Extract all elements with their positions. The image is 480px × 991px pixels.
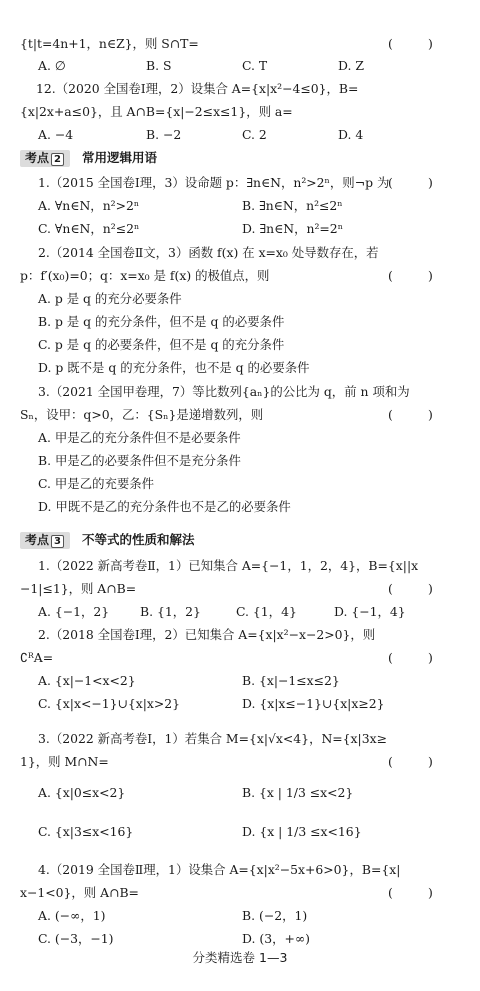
answer-bracket-close: ) xyxy=(428,885,433,900)
options-line xyxy=(0,334,480,356)
question-text: 12.（2020 全国卷Ⅰ理，2）设集合 A={x|x²−4≤0}，B= xyxy=(36,81,359,96)
options-line xyxy=(0,427,480,449)
answer-option: B. −2 xyxy=(146,127,182,142)
answer-option: D. (3，+∞) xyxy=(242,931,311,946)
question-text: {t|t=4n+1，n∈Z}，则 S∩T= xyxy=(20,36,199,51)
question-line xyxy=(0,728,480,750)
options-line xyxy=(0,311,480,333)
answer-option: A. (−∞，1) xyxy=(38,908,106,923)
options-line xyxy=(0,815,480,849)
answer-bracket-open: ( xyxy=(388,650,393,665)
question-line xyxy=(0,404,480,426)
options-line xyxy=(0,124,480,146)
question-line xyxy=(0,555,480,577)
answer-option: B. p 是 q 的充分条件，但不是 q 的必要条件 xyxy=(38,314,285,329)
question-line xyxy=(0,859,480,881)
question-line xyxy=(0,381,480,403)
answer-option: A. {x|0≤x<2} xyxy=(38,785,126,800)
question-text: 1}，则 M∩N= xyxy=(20,754,109,769)
section-header xyxy=(20,148,460,170)
answer-bracket-close: ) xyxy=(428,36,433,51)
section-badge xyxy=(20,150,70,167)
options-line xyxy=(0,195,480,217)
answer-option: D. p 既不是 q 的充分条件，也不是 q 的必要条件 xyxy=(38,360,310,375)
answer-bracket-close: ) xyxy=(428,754,433,769)
question-line xyxy=(0,882,480,904)
options-line xyxy=(0,928,480,950)
options-line xyxy=(0,496,480,518)
answer-bracket-open: ( xyxy=(388,754,393,769)
options-line xyxy=(0,450,480,472)
question-text: ∁ᴿA= xyxy=(20,650,54,665)
options-line xyxy=(0,693,480,715)
section-badge-label: 考点 xyxy=(25,151,50,165)
options-line xyxy=(0,218,480,240)
page-footer: 分类精选卷 1—3 xyxy=(192,950,288,965)
answer-option: C. p 是 q 的必要条件，但不是 q 的充分条件 xyxy=(38,337,285,352)
section-badge-label: 考点 xyxy=(25,533,50,547)
question-text: 3.（2021 全国甲卷理，7）等比数列{aₙ}的公比为 q，前 n 项和为 xyxy=(38,384,410,399)
question-line xyxy=(0,172,480,194)
answer-option: B. (−2，1) xyxy=(242,908,308,923)
answer-bracket-open: ( xyxy=(388,407,393,422)
options-line xyxy=(0,601,480,623)
question-text: p：f′(x₀)=0；q：x=x₀ 是 f(x) 的极值点，则 xyxy=(20,268,270,283)
section-title: 不等式的性质和解法 xyxy=(82,532,195,547)
answer-option: C. {x|x<−1}∪{x|x>2} xyxy=(38,696,181,711)
question-text: 2.（2014 全国卷Ⅱ文，3）函数 f(x) 在 x=x₀ 处导数存在，若 xyxy=(38,245,379,260)
answer-option: D. {x|x≤−1}∪{x|x≥2} xyxy=(242,696,385,711)
question-line xyxy=(0,751,480,773)
answer-option: C. {x|3≤x<16} xyxy=(38,824,134,839)
answer-option: A. {−1，2} xyxy=(38,604,110,619)
answer-bracket-close: ) xyxy=(428,407,433,422)
question-line xyxy=(0,101,480,123)
question-line xyxy=(0,624,480,646)
question-text: 2.（2018 全国卷Ⅰ理，2）已知集合 A={x|x²−x−2>0}，则 xyxy=(38,627,376,642)
section-header xyxy=(20,530,460,552)
question-line xyxy=(0,647,480,669)
answer-option: A. p 是 q 的充分必要条件 xyxy=(38,291,182,306)
section-badge xyxy=(20,532,70,549)
question-line xyxy=(0,78,480,100)
answer-option: D. ∃n∈N，n²=2ⁿ xyxy=(242,221,344,236)
question-text: 1.（2015 全国卷Ⅰ理，3）设命题 p：∃n∈N，n²>2ⁿ，则¬p 为 xyxy=(38,175,390,190)
answer-bracket-open: ( xyxy=(388,36,393,51)
answer-option: A. 甲是乙的充分条件但不是必要条件 xyxy=(38,430,241,445)
question-line xyxy=(0,242,480,264)
question-text: 1.（2022 新高考卷Ⅱ，1）已知集合 A={−1，1，2，4}，B={x||x xyxy=(38,558,419,573)
question-text: 3.（2022 新高考卷Ⅰ，1）若集合 M={x|√x<4}，N={x|3x≥ xyxy=(38,731,387,746)
section-badge-number: 2 xyxy=(51,153,64,166)
question-text: −1|≤1}，则 A∩B= xyxy=(20,581,137,596)
section-title: 常用逻辑用语 xyxy=(82,150,158,165)
answer-option: A. {x|−1<x<2} xyxy=(38,673,136,688)
answer-option: D. 4 xyxy=(338,127,364,142)
answer-option: B. S xyxy=(146,58,172,73)
answer-bracket-open: ( xyxy=(388,885,393,900)
answer-option: B. {x | 1/3 ≤x<2} xyxy=(242,785,354,800)
answer-option: B. {x|−1≤x≤2} xyxy=(242,673,340,688)
options-line xyxy=(0,473,480,495)
answer-option: C. T xyxy=(242,58,268,73)
answer-option: D. {x | 1/3 ≤x<16} xyxy=(242,824,362,839)
question-text: {x|2x+a≤0}，且 A∩B={x|−2≤x≤1}，则 a= xyxy=(20,104,293,119)
answer-option: B. {1，2} xyxy=(140,604,201,619)
options-line xyxy=(0,776,480,810)
answer-option: A. ∅ xyxy=(38,58,66,73)
answer-bracket-close: ) xyxy=(428,650,433,665)
answer-option: D. Z xyxy=(338,58,364,73)
answer-bracket-close: ) xyxy=(428,268,433,283)
section-badge-number: 3 xyxy=(51,535,64,548)
options-line xyxy=(0,357,480,379)
answer-option: D. 甲既不是乙的充分条件也不是乙的必要条件 xyxy=(38,499,291,514)
options-line xyxy=(0,288,480,310)
answer-option: C. 2 xyxy=(242,127,267,142)
answer-bracket-close: ) xyxy=(428,581,433,596)
answer-option: A. −4 xyxy=(38,127,74,142)
answer-option: A. ∀n∈N，n²>2ⁿ xyxy=(38,198,140,213)
options-line xyxy=(0,905,480,927)
answer-option: C. (−3，−1) xyxy=(38,931,114,946)
answer-option: D. {−1，4} xyxy=(334,604,406,619)
answer-bracket-open: ( xyxy=(388,268,393,283)
question-line xyxy=(0,578,480,600)
answer-option: C. {1，4} xyxy=(236,604,297,619)
answer-bracket-open: ( xyxy=(388,175,393,190)
question-text: Sₙ，设甲：q>0，乙：{Sₙ}是递增数列，则 xyxy=(20,407,264,422)
options-line xyxy=(0,670,480,692)
answer-option: C. ∀n∈N，n²≤2ⁿ xyxy=(38,221,140,236)
answer-option: B. 甲是乙的必要条件但不是充分条件 xyxy=(38,453,241,468)
question-line xyxy=(0,33,480,55)
question-line xyxy=(0,265,480,287)
question-text: 4.（2019 全国卷Ⅱ理，1）设集合 A={x|x²−5x+6>0}，B={x| xyxy=(38,862,401,877)
options-line xyxy=(0,55,480,77)
answer-bracket-close: ) xyxy=(428,175,433,190)
answer-bracket-open: ( xyxy=(388,581,393,596)
answer-option: B. ∃n∈N，n²≤2ⁿ xyxy=(242,198,343,213)
question-text: x−1<0}，则 A∩B= xyxy=(20,885,139,900)
answer-option: C. 甲是乙的充要条件 xyxy=(38,476,155,491)
